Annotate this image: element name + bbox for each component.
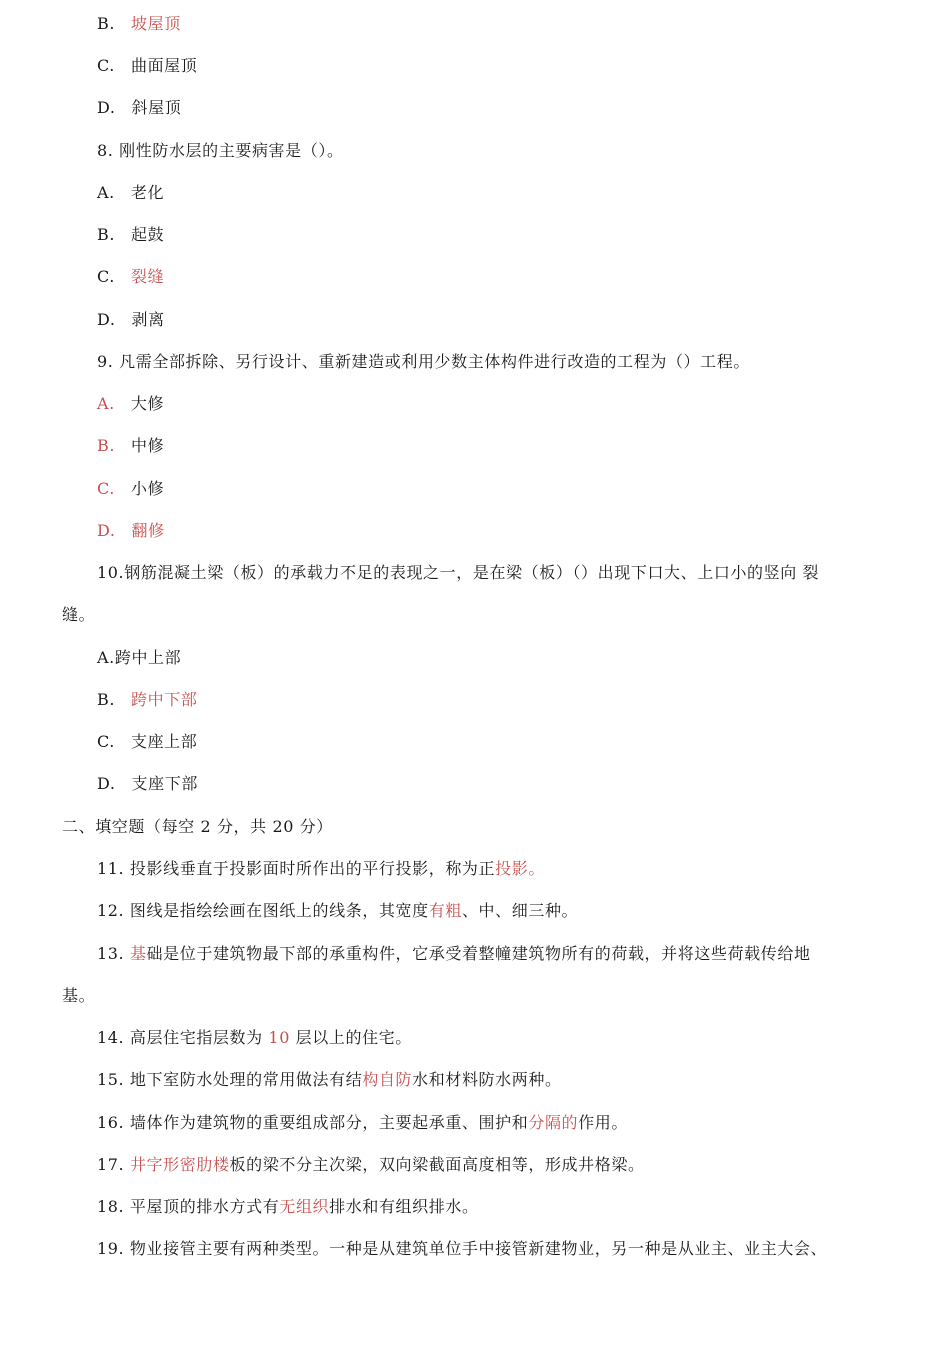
q18-text-end: 排水和有组织排水。 [329, 1197, 479, 1216]
q13-number: 13. [97, 944, 130, 963]
section-heading: 二、填空题（每空 2 分，共 20 分） [62, 817, 333, 836]
q10-stem-line1: 10.钢筋混凝土梁（板）的承载力不足的表现之一，是在梁（板）（）出现下口大、上口小的竖向 裂 [97, 563, 820, 582]
q9-option-b [97, 435, 950, 457]
q17-answer: 井字形密肋楼 [129, 1155, 230, 1174]
option-label: D. [97, 98, 116, 117]
option-text: 小修 [130, 479, 165, 498]
q12-answer: 有粗 [428, 901, 462, 920]
q8-stem: 8. 刚性防水层的主要病害是（）。 [97, 141, 344, 160]
q12-text-end: 、中、细三种。 [461, 901, 579, 920]
q12-text: 12. 图线是指绘绘画在图纸上的线条，其宽度 [97, 901, 429, 920]
q16-text: 16. 墙体作为建筑物的重要组成部分，主要起承重、围护和 [97, 1113, 529, 1132]
q15-text: 15. 地下室防水处理的常用做法有结 [97, 1070, 363, 1089]
q7-option-d [97, 97, 950, 119]
option-text: 剥离 [131, 310, 165, 329]
option-label: A. [97, 394, 115, 413]
q16-text-end: 作用。 [578, 1113, 628, 1132]
option-text: 曲面屋顶 [130, 56, 198, 75]
option-label: C. [97, 732, 115, 751]
q8-option-a [97, 182, 950, 204]
option-text-answer: 坡屋顶 [131, 14, 181, 33]
option-text: 斜屋顶 [131, 98, 182, 117]
q17 [97, 1154, 950, 1176]
q9-option-d [97, 520, 950, 542]
q18-text: 18. 平屋顶的排水方式有 [97, 1197, 280, 1216]
option-label: C. [97, 56, 115, 75]
q10-stem-line2: 缝。 [62, 605, 96, 624]
q14-text-end: 层以上的住宅。 [289, 1028, 412, 1047]
q8-option-d [97, 309, 950, 331]
q10-option-c [97, 731, 950, 753]
q19: 19. 物业接管主要有两种类型。一种是从建筑单位手中接管新建物业，另一种是从业主、业主大会、 [97, 1239, 828, 1258]
option-text: 起鼓 [131, 225, 165, 244]
option-label: B. [97, 14, 116, 33]
q9-option-c [97, 478, 950, 500]
q9-option-a [97, 393, 950, 415]
q11-answer: 投影。 [495, 859, 545, 878]
option-text: 支座上部 [130, 732, 198, 751]
option-label: B. [97, 225, 116, 244]
option-text-answer: 翻修 [131, 521, 165, 540]
q13 [97, 943, 950, 965]
q8-option-c [97, 266, 950, 288]
q10-option-a: A.跨中上部 [97, 648, 182, 667]
option-label: C. [97, 267, 115, 286]
q7-option-c [97, 55, 950, 77]
q15 [97, 1069, 950, 1091]
q17-number: 17. [97, 1155, 130, 1174]
option-text-answer: 裂缝 [130, 267, 165, 286]
option-label: C. [97, 479, 115, 498]
q18 [97, 1196, 950, 1218]
q16-answer: 分隔的 [528, 1113, 579, 1132]
q9-stem: 9. 凡需全部拆除、另行设计、重新建造或利用少数主体构件进行改造的工程为（）工程。 [97, 352, 750, 371]
q18-answer: 无组织 [279, 1197, 330, 1216]
option-label: D. [97, 310, 116, 329]
q14-text: 14. 高层住宅指层数为 [97, 1028, 269, 1047]
q15-text-end: 水和材料防水两种。 [412, 1070, 562, 1089]
q10-option-d [97, 773, 950, 795]
q14 [97, 1027, 950, 1049]
q16 [97, 1112, 950, 1134]
q17-text: 板的梁不分主次梁，双向梁截面高度相等，形成井格梁。 [229, 1155, 645, 1174]
q11-text: 11. 投影线垂直于投影面时所作出的平行投影，称为正 [97, 859, 496, 878]
q14-answer: 10 [268, 1028, 290, 1047]
option-label: A. [97, 183, 115, 202]
option-text-answer: 跨中下部 [131, 690, 198, 709]
option-label: B. [97, 436, 116, 455]
option-text: 大修 [130, 394, 165, 413]
q13-line2: 基。 [62, 986, 96, 1005]
q10-option-b [97, 689, 950, 711]
option-label: D. [97, 774, 116, 793]
q15-answer: 构自防 [362, 1070, 413, 1089]
q13-text: 础是位于建筑物最下部的承重构件，它承受着整幢建筑物所有的荷载，并将这些荷载传给地 [146, 944, 811, 963]
option-label: B. [97, 690, 116, 709]
q12 [97, 900, 950, 922]
q13-answer: 基 [129, 944, 147, 963]
option-text: 中修 [131, 436, 165, 455]
q8-option-b [97, 224, 950, 246]
option-text: 老化 [130, 183, 165, 202]
q7-option-b [97, 13, 950, 35]
q11 [97, 858, 950, 880]
option-label: D. [97, 521, 116, 540]
option-text: 支座下部 [131, 774, 198, 793]
